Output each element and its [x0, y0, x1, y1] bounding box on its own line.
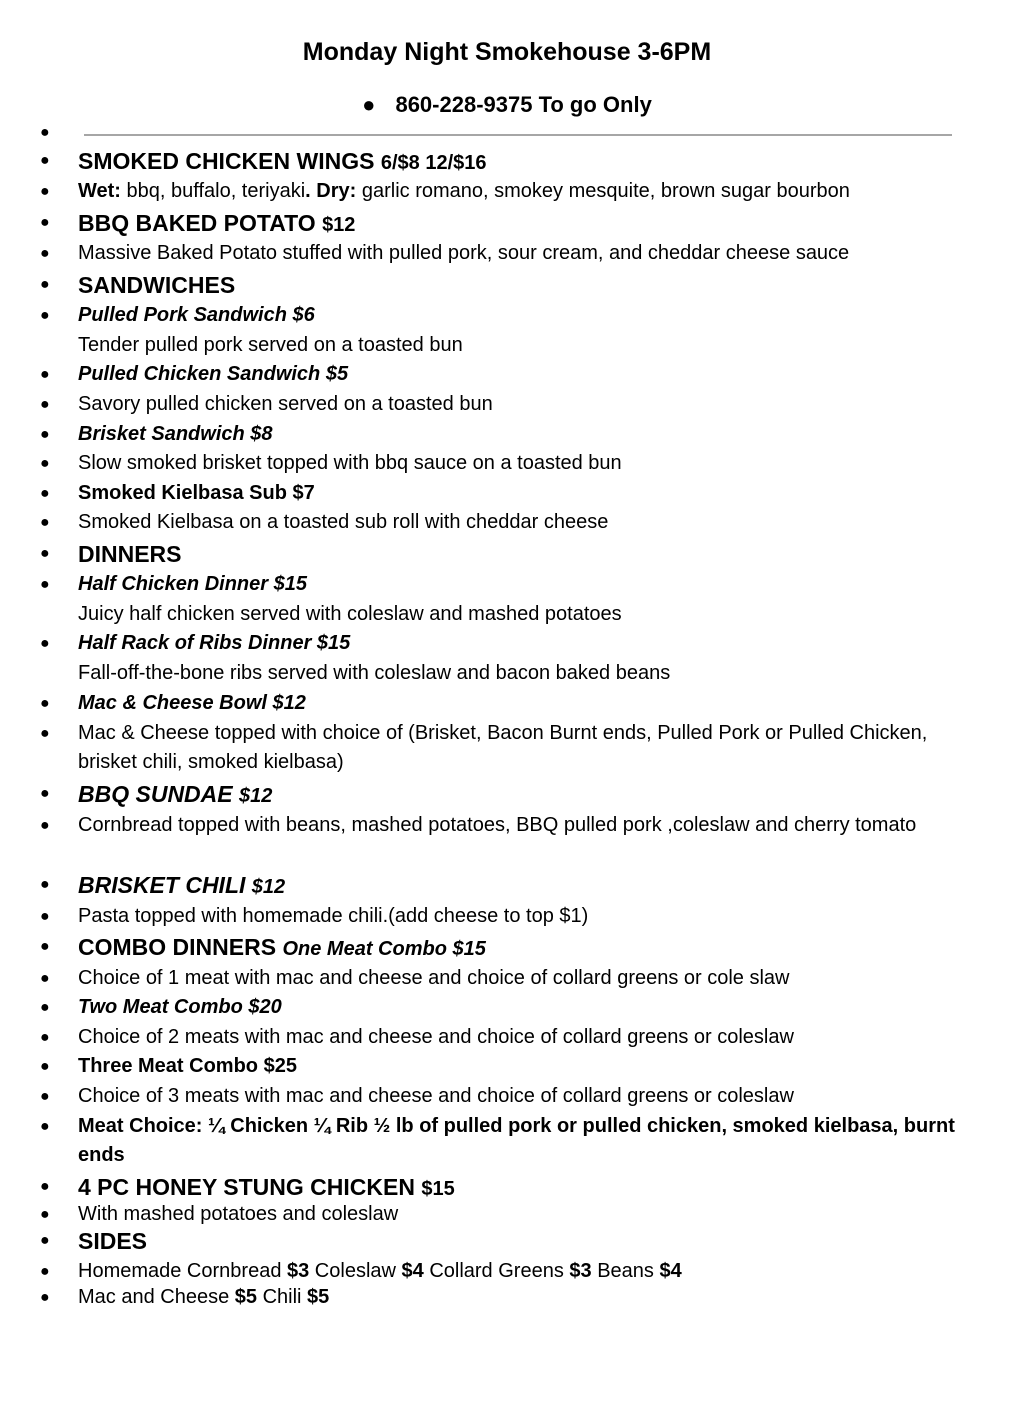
sides-line-1: [40, 1257, 958, 1286]
bullet: ●: [40, 1029, 50, 1046]
item-title: 4 PC HONEY STUNG CHICKEN: [78, 1174, 415, 1200]
half-chicken-desc: Juicy half chicken served with coleslaw and mashed potatoes: [78, 603, 622, 625]
bullet: ●: [40, 545, 50, 562]
item-title: Half Chicken Dinner $15: [78, 573, 307, 595]
sides-line-2: [40, 1283, 958, 1312]
page-title: Monday Night Smokehouse 3-6PM: [302, 38, 712, 66]
menu-item-chili: [40, 870, 958, 902]
item-desc: Savory pulled chicken served on a toasted bun: [78, 393, 493, 415]
menu-item-mac-bowl: [40, 689, 958, 718]
wet-label: Wet:: [78, 180, 121, 202]
side-price: $5: [234, 1286, 258, 1308]
menu-item-sundae: [40, 779, 958, 811]
sundae-desc: [40, 811, 958, 840]
side-price: $3: [569, 1260, 592, 1282]
bullet: ●: [40, 1118, 50, 1135]
bullet: ●: [40, 485, 50, 502]
bullet: ●: [40, 785, 50, 802]
kielbasa-desc: [40, 508, 958, 537]
item-desc: Mac & Cheese topped with choice of (Brisket, Bacon Burnt ends, Pulled Pork or Pulled Chicken, brisket chili, smoked kielbasa): [78, 722, 928, 773]
section-sandwiches: [40, 270, 958, 300]
combo-three-desc: [40, 1082, 958, 1111]
section-title: DINNERS: [78, 541, 182, 567]
item-title: Pulled Chicken Sandwich $5: [78, 363, 349, 385]
item-title: Smoked Kielbasa Sub $7: [78, 482, 315, 504]
section-title: SIDES: [78, 1228, 148, 1254]
menu-item-pulled-chicken: [40, 360, 958, 389]
bullet: ●: [40, 970, 50, 987]
bullet: ●: [362, 92, 376, 117]
meat-choice-text: Meat Choice: ¼ Chicken ¼ Rib ½ lb of pulled pork or pulled chicken, smoked kielbasa, burnt ends: [78, 1115, 955, 1166]
menu-item-combo-two: [40, 993, 958, 1022]
dry-text: garlic romano, smokey mesquite, brown sugar bourbon: [356, 180, 850, 202]
combo-one-title: One Meat Combo $15: [282, 938, 486, 960]
chili-desc: [40, 902, 958, 931]
section-title: SANDWICHES: [78, 272, 236, 298]
item-title: Two Meat Combo $20: [78, 996, 282, 1018]
meat-choice: [40, 1112, 958, 1170]
item-desc: Smoked Kielbasa on a toasted sub roll with cheddar cheese: [78, 511, 609, 533]
bullet: ●: [40, 152, 50, 169]
horizontal-rule: [84, 134, 952, 136]
bullet: ●: [40, 307, 50, 324]
section-sides: [40, 1226, 958, 1256]
item-title: Half Rack of Ribs Dinner $15: [78, 632, 351, 654]
bullet: ●: [40, 938, 50, 955]
item-price: $12: [239, 785, 273, 807]
item-desc: Pasta topped with homemade chili.(add cheese to top $1): [78, 905, 589, 927]
bullet: ●: [40, 725, 50, 742]
combo-one-desc: [40, 964, 958, 993]
item-title: Pulled Pork Sandwich $6: [78, 304, 315, 326]
side-price: $5: [307, 1286, 330, 1308]
menu-item-pulled-pork: [40, 301, 958, 330]
menu-item-combo-three: [40, 1052, 958, 1081]
side-price: $4: [659, 1260, 682, 1282]
bullet: ●: [40, 908, 50, 925]
phone-text: 860-228-9375 To go Only: [395, 92, 652, 117]
wet-text: bbq, buffalo, teriyaki: [120, 180, 306, 202]
side-name: Homemade Cornbread: [78, 1260, 287, 1282]
bullet: ●: [40, 1263, 50, 1280]
dry-label: . Dry:: [305, 180, 357, 202]
item-desc: Choice of 1 meat with mac and cheese and choice of collard greens or cole slaw: [78, 967, 790, 989]
menu-item-half-rack: [40, 629, 958, 658]
menu-item-potato: [40, 208, 958, 240]
bullet: ●: [40, 1289, 50, 1306]
bullet: ●: [40, 576, 50, 593]
bullet: ●: [40, 1088, 50, 1105]
bullet: ●: [40, 366, 50, 383]
pulled-pork-desc: Tender pulled pork served on a toasted bun: [78, 334, 463, 356]
bullet: ●: [40, 396, 50, 413]
item-price: 6/$8 12/$16: [380, 152, 487, 174]
menu-item-brisket-sandwich: [40, 420, 958, 449]
half-rack-desc: Fall-off-the-bone ribs served with coleslaw and bacon baked beans: [78, 662, 671, 684]
item-title: BRISKET CHILI: [78, 872, 246, 898]
side-name: Collard Greens: [423, 1260, 570, 1282]
combo-two-desc: [40, 1023, 958, 1052]
side-name: Chili: [257, 1286, 308, 1308]
bullet: ●: [40, 245, 50, 262]
item-desc: Slow smoked brisket topped with bbq sauce on a toasted bun: [78, 452, 622, 474]
side-name: Beans: [591, 1260, 660, 1282]
bullet: ●: [40, 1232, 50, 1249]
wings-options: [40, 177, 958, 206]
item-desc: Choice of 2 meats with mac and cheese and choice of collard greens or coleslaw: [78, 1026, 794, 1048]
bullet: ●: [40, 999, 50, 1016]
bullet: ●: [40, 426, 50, 443]
bullet: ●: [40, 124, 50, 141]
bullet: ●: [40, 514, 50, 531]
item-desc: With mashed potatoes and coleslaw: [78, 1203, 399, 1225]
item-title: Three Meat Combo $25: [78, 1055, 297, 1077]
item-desc: Cornbread topped with beans, mashed potatoes, BBQ pulled pork ,coleslaw and cherry tomato: [78, 814, 917, 836]
bullet: ●: [40, 1058, 50, 1075]
section-dinners: [40, 539, 958, 569]
bullet: ●: [40, 817, 50, 834]
bullet: ●: [40, 695, 50, 712]
bullet: ●: [40, 214, 50, 231]
bullet: ●: [40, 1206, 50, 1223]
section-title: COMBO DINNERS: [78, 934, 277, 960]
mac-bowl-desc: [40, 719, 958, 777]
menu-item-wings: [40, 146, 958, 178]
item-title: Brisket Sandwich $8: [78, 423, 273, 445]
item-desc: Massive Baked Potato stuffed with pulled pork, sour cream, and cheddar cheese sauce: [78, 242, 850, 264]
side-price: $3: [287, 1260, 310, 1282]
menu-item-kielbasa: [40, 479, 958, 508]
pulled-chicken-desc: [40, 390, 958, 419]
phone-line: [0, 90, 1014, 120]
item-title: Mac & Cheese Bowl $12: [78, 692, 306, 714]
item-price: $15: [421, 1178, 455, 1200]
item-title: SMOKED CHICKEN WINGS: [78, 148, 375, 174]
item-desc: Choice of 3 meats with mac and cheese and choice of collard greens or coleslaw: [78, 1085, 794, 1107]
side-name: Mac and Cheese: [78, 1286, 235, 1308]
bullet: ●: [40, 276, 50, 293]
potato-desc: [40, 239, 958, 268]
side-price: $4: [401, 1260, 424, 1282]
bullet: ●: [40, 183, 50, 200]
brisket-desc: [40, 449, 958, 478]
item-title: BBQ SUNDAE: [78, 781, 233, 807]
bullet: ●: [40, 1178, 50, 1195]
item-price: $12: [322, 214, 356, 236]
section-combo-dinners: [40, 932, 958, 964]
empty-bullet-row: [0, 118, 1014, 148]
bullet: ●: [40, 635, 50, 652]
bullet: ●: [40, 876, 50, 893]
item-title: BBQ BAKED POTATO: [78, 210, 316, 236]
side-name: Coleslaw: [309, 1260, 402, 1282]
honey-desc: [40, 1200, 958, 1229]
item-price: $12: [251, 876, 286, 898]
bullet: ●: [40, 455, 50, 472]
menu-item-half-chicken: [40, 570, 958, 599]
